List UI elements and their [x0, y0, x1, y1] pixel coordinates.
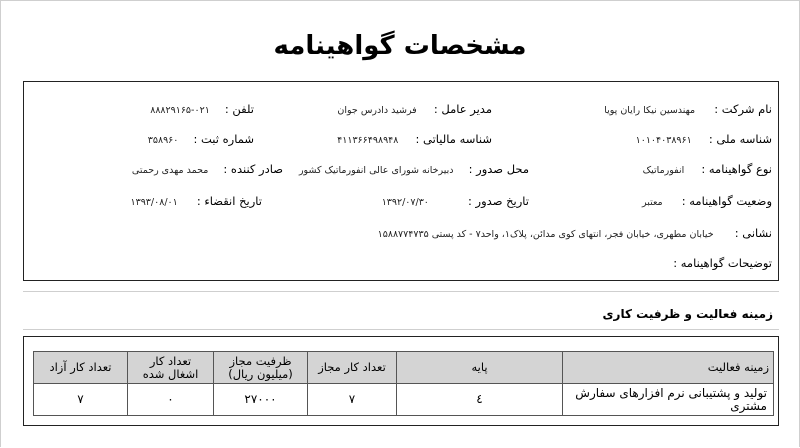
divider	[23, 291, 779, 292]
cert-status-field	[642, 190, 772, 209]
company-name-value: مهندسین نیکا رایان پویا	[604, 105, 696, 116]
tax-id-value: ۴۱۱۳۶۶۴۹۸۹۴۸	[337, 135, 399, 146]
certificate-info-box	[23, 81, 779, 281]
description-field	[673, 252, 772, 271]
column-header-capacity-line2: (میلیون ریال)	[228, 366, 293, 381]
cell-occupied: ۰	[128, 384, 214, 416]
ceo-field	[337, 98, 492, 117]
section-title: زمینه فعالیت و ظرفیت کاری	[602, 307, 773, 321]
column-header-free-count: تعداد کار آزاد	[34, 352, 128, 384]
expiry-value: ۱۳۹۳/۰۸/۰۱	[130, 197, 178, 208]
activity-table	[33, 351, 774, 416]
issue-date-field	[382, 190, 529, 209]
issue-date-value: ۱۳۹۲/۰۷/۳۰	[381, 197, 429, 208]
company-name-label: نام شرکت :	[714, 102, 772, 116]
cert-type-field	[643, 158, 772, 177]
national-id-label: شناسه ملی :	[708, 132, 772, 146]
issue-place-label: محل صدور :	[468, 162, 529, 176]
cell-capacity: ۲۷۰۰۰	[214, 384, 308, 416]
page-title: مشخصات گواهینامه	[273, 31, 527, 61]
column-header-occupied	[128, 352, 214, 384]
address-field	[378, 222, 772, 241]
phone-value: ۰۲۱-۸۸۸۲۹۱۶۵	[150, 105, 210, 116]
column-header-occupied-line1: تعداد کار	[149, 353, 192, 368]
column-header-field: زمینه فعالیت	[563, 352, 774, 384]
cell-grade: ٤	[397, 384, 563, 416]
reg-no-value: ۳۵۸۹۶۰	[147, 135, 179, 146]
column-header-capacity-line1: ظرفیت مجاز	[229, 353, 292, 368]
address-label: نشانی :	[734, 226, 772, 240]
address-value: خیابان مطهری، خیابان فجر، انتهای کوی مدائن، پلاک۱، واحد۷ - کد پستی ۱۵۸۸۷۷۴۷۳۵	[377, 229, 714, 240]
expiry-field	[131, 190, 263, 209]
table-header-row	[34, 352, 774, 384]
activity-table-box	[23, 336, 779, 426]
cell-free: ۷	[34, 384, 128, 416]
phone-field	[150, 98, 254, 117]
issue-place-value: دبیرخانه شورای عالی انفورماتیک کشور	[298, 165, 454, 176]
cert-type-value: انفورماتیک	[642, 165, 685, 176]
issuer-field	[132, 158, 283, 177]
ceo-label: مدیر عامل :	[433, 102, 492, 116]
phone-label: تلفن :	[224, 102, 254, 116]
tax-id-field	[337, 128, 492, 147]
issuer-value: محمد مهدی رحمتی	[131, 165, 209, 176]
column-header-occupied-line2: اشغال شده	[142, 366, 199, 381]
table-row	[34, 384, 774, 416]
column-header-allowed-count: تعداد کار مجاز	[308, 352, 397, 384]
cell-field: تولید و پشتیبانی نرم افزارهای سفارش مشتری	[563, 384, 774, 416]
tax-id-label: شناسه مالیاتی :	[415, 132, 492, 146]
national-id-value: ۱۰۱۰۴۰۳۸۹۶۱	[635, 135, 692, 146]
issue-place-field	[299, 158, 529, 177]
national-id-field	[636, 128, 772, 147]
expiry-label: تاریخ انقضاء :	[196, 194, 262, 208]
issuer-label: صادر کننده :	[223, 162, 283, 176]
reg-no-field	[148, 128, 254, 147]
column-header-capacity	[214, 352, 308, 384]
column-header-grade: پایه	[397, 352, 563, 384]
description-label: توضیحات گواهینامه :	[673, 256, 772, 270]
divider	[23, 329, 779, 330]
cell-allowed-count: ۷	[308, 384, 397, 416]
cert-type-label: نوع گواهینامه :	[701, 162, 772, 176]
cert-status-value: معتبر	[641, 197, 663, 208]
cert-status-label: وضعیت گواهینامه :	[681, 194, 772, 208]
reg-no-label: شماره ثبت :	[193, 132, 254, 146]
issue-date-label: تاریخ صدور :	[468, 194, 529, 208]
ceo-value: فرشید دادرس جوان	[337, 105, 417, 116]
company-name-field	[604, 98, 772, 117]
